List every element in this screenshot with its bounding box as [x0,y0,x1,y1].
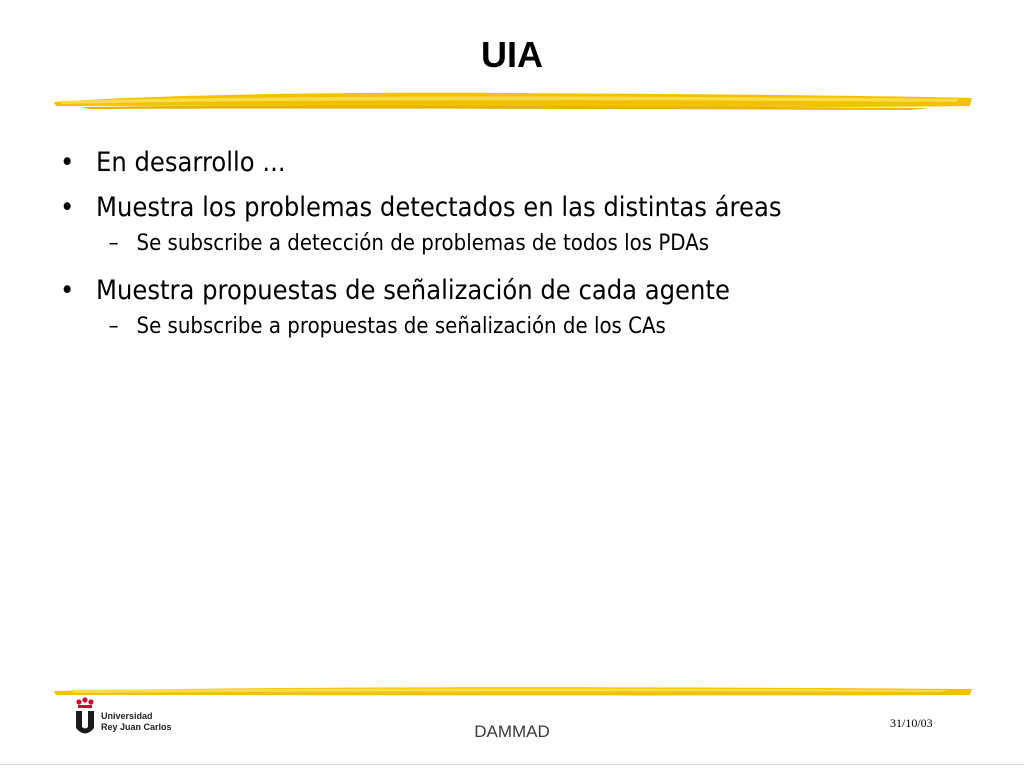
bullet-item [60,146,888,180]
bullet-text: Muestra los problemas detectados en las distintas áreas [96,192,782,223]
logo-line-1: Universidad [101,711,153,721]
bullet-text: En desarrollo ... [96,147,286,178]
sub-bullet-item [60,313,888,341]
sub-bullet-marker: – [108,314,119,339]
bullet-marker: • [60,192,75,223]
footer-label: DAMMAD [474,722,550,741]
bullet-item [60,274,888,308]
yellow-brush-stroke-bottom [50,681,976,701]
slide-content [60,146,980,357]
sub-bullet-item [60,230,888,258]
bullet-marker: • [60,147,75,178]
footer-date: 31/10/03 [890,716,933,730]
sub-bullet-text: Se subscribe a propuestas de señalización de los CAs [136,314,666,339]
sub-bullet-marker: – [108,231,119,256]
bottom-divider [0,764,1024,765]
slide-title: UIA [481,34,543,75]
bullet-item [60,191,888,225]
bullet-marker: • [60,275,75,306]
logo-line-2: Rey Juan Carlos [101,722,172,732]
bullet-text: Muestra propuestas de señalización de cada agente [96,275,730,306]
sub-bullet-text: Se subscribe a detección de problemas de todos los PDAs [136,231,710,256]
yellow-brush-stroke-top [50,86,976,116]
